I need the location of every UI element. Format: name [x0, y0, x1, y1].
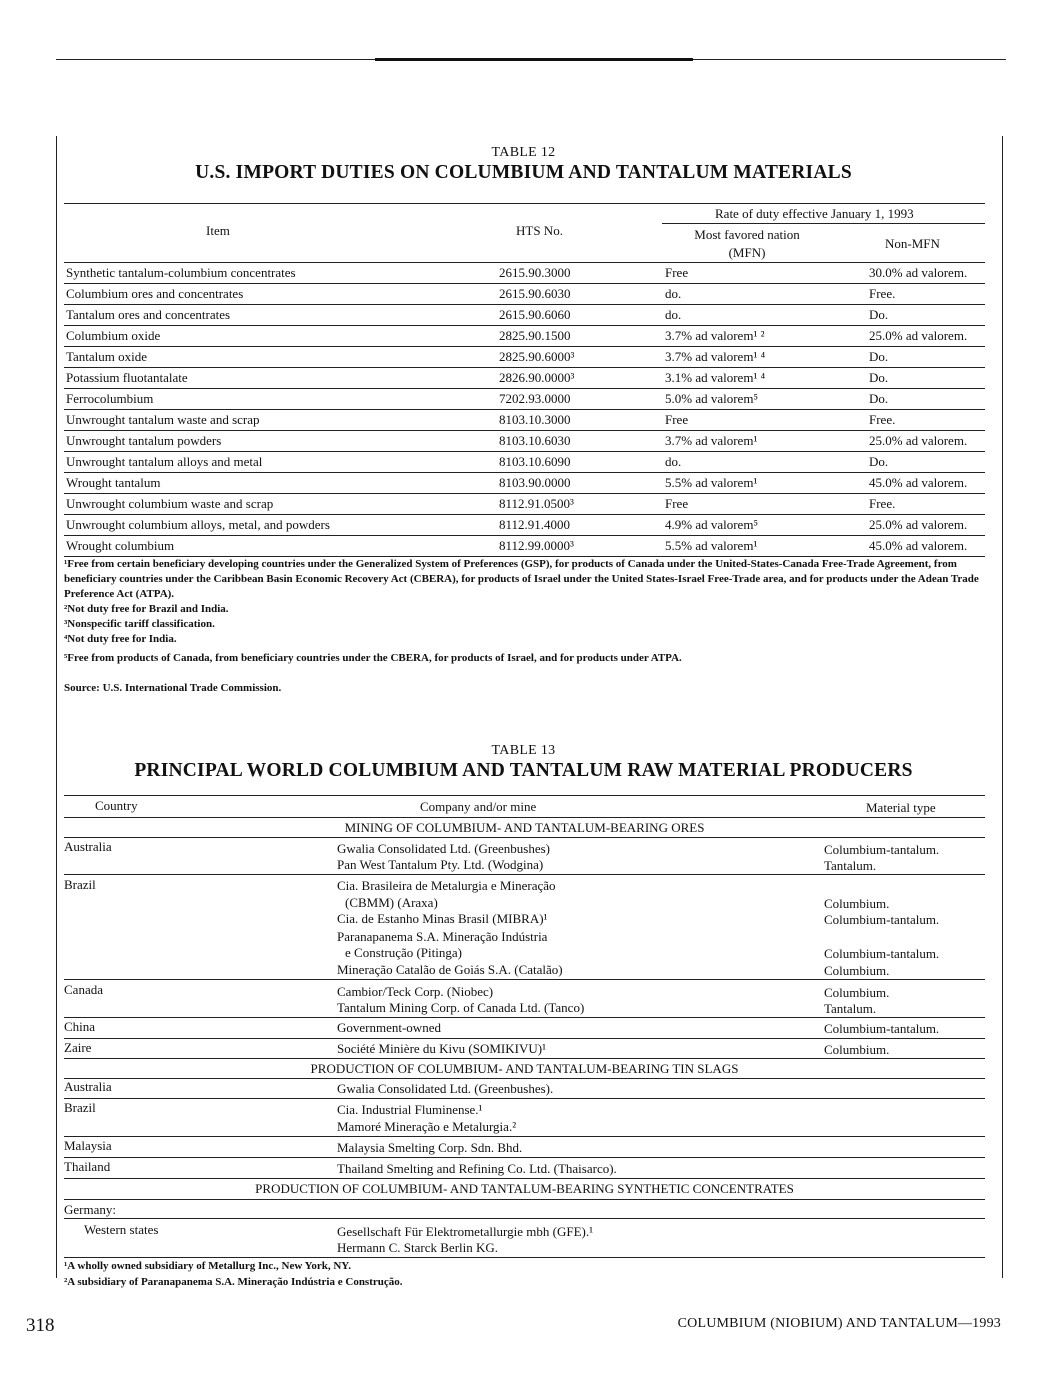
table13-header-material: Material type [866, 800, 936, 815]
row-rule [64, 1218, 985, 1219]
mfn-cell: 3.7% ad valorem¹ ² [665, 328, 765, 343]
table12-number: TABLE 12 [491, 145, 556, 160]
mfn-cell: 5.0% ad valorem⁵ [665, 391, 758, 406]
non-mfn-cell: Do. [869, 370, 889, 385]
table12-source: Source: U.S. International Trade Commission. [64, 682, 282, 694]
table-row [64, 430, 985, 452]
item-cell: Ferrocolumbium [66, 391, 154, 406]
material-cell: Columbium. [824, 985, 890, 1000]
material-cell: Tantalum. [824, 1001, 877, 1016]
hts-cell: 8103.10.3000 [499, 412, 571, 427]
table12-header-mfn-abbr: (MFN) [728, 245, 766, 260]
table12-rate-underline [662, 223, 985, 224]
table-row [64, 535, 985, 557]
mfn-cell: Free [665, 412, 689, 427]
row-rule [64, 1136, 985, 1137]
table-row [64, 409, 985, 431]
section-rule [64, 1078, 985, 1079]
country-canada: Canada [64, 982, 103, 997]
non-mfn-cell: 25.0% ad valorem. [869, 328, 968, 343]
company-gfe: Gesellschaft Für Elektrometallurgie mbh (GFE).¹ [337, 1224, 594, 1239]
mfn-cell: 5.5% ad valorem¹ [665, 538, 758, 553]
hts-cell: 2615.90.6060 [499, 307, 571, 322]
table-row [64, 283, 985, 305]
non-mfn-cell: 45.0% ad valorem. [869, 475, 968, 490]
company-fluminense: Cia. Industrial Fluminense.¹ [337, 1102, 483, 1117]
company-catalao: Mineração Catalão de Goiás S.A. (Catalão) [337, 962, 563, 977]
item-cell: Potassium fluotantalate [66, 370, 188, 385]
company-starck: Hermann C. Starck Berlin KG. [337, 1240, 499, 1255]
country-zaire: Zaire [64, 1040, 92, 1055]
page-number: 318 [26, 1315, 55, 1336]
non-mfn-cell: Do. [869, 349, 889, 364]
item-cell: Unwrought tantalum alloys and metal [66, 454, 263, 469]
item-cell: Columbium ores and concentrates [66, 286, 244, 301]
material-cell: Columbium. [824, 896, 890, 911]
table13-header-country: Country [95, 798, 138, 813]
non-mfn-cell: Do. [869, 391, 889, 406]
table12-footnote-4: ⁴Not duty free for India. [64, 633, 177, 645]
company-government: Government-owned [337, 1020, 441, 1035]
table13-footnote-1: ¹A wholly owned subsidiary of Metallurg Inc., New York, NY. [64, 1260, 351, 1272]
table13-bottom-rule [64, 1257, 985, 1258]
mfn-cell: Free [665, 496, 689, 511]
table12-footnote-2: ²Not duty free for Brazil and India. [64, 603, 229, 615]
item-cell: Unwrought columbium alloys, metal, and powders [66, 517, 330, 532]
section-slags-heading: PRODUCTION OF COLUMBIUM- AND TANTALUM-BEARING TIN SLAGS [310, 1061, 739, 1076]
table-row [64, 388, 985, 410]
item-cell: Unwrought columbium waste and scrap [66, 496, 274, 511]
table12-top-rule [64, 203, 985, 204]
row-rule [64, 1058, 985, 1059]
table12-footnote-1: ¹Free from certain beneficiary developing countries under the Generalized System of Preferences (GSP), for products of Canada under the United-States-Canada Free-Trade Agreement, from beneficiary countries under the Caribbean Basin Economic Recovery Act (CBERA), for products of Israel under the United States-Israel Free-Trade area, and for products under the Adean Trade Preference Act (ATPA). [64, 558, 979, 600]
table13-title: PRINCIPAL WORLD COLUMBIUM AND TANTALUM RAW MATERIAL PRODUCERS [134, 760, 913, 781]
company-mamore: Mamoré Mineração e Metalurgia.² [337, 1119, 517, 1134]
non-mfn-cell: Free. [869, 496, 896, 511]
table-row [64, 325, 985, 347]
non-mfn-cell: 45.0% ad valorem. [869, 538, 968, 553]
mfn-cell: do. [665, 307, 682, 322]
mfn-cell: do. [665, 286, 682, 301]
table-row [64, 367, 985, 389]
table-row [64, 514, 985, 536]
table-row [64, 262, 985, 284]
hts-cell: 8103.10.6090 [499, 454, 571, 469]
table-row [64, 451, 985, 473]
non-mfn-cell: 25.0% ad valorem. [869, 433, 968, 448]
material-cell: Columbium-tantalum. [824, 1021, 940, 1036]
mfn-cell: Free [665, 265, 689, 280]
material-cell: Columbium. [824, 963, 890, 978]
company-paranapanema: Paranapanema S.A. Mineração Indústria [337, 929, 548, 944]
non-mfn-cell: 25.0% ad valorem. [869, 517, 968, 532]
table12-header-rate: Rate of duty effective January 1, 1993 [715, 206, 914, 221]
row-rule [64, 1017, 985, 1018]
company-thaisarco: Thailand Smelting and Refining Co. Ltd. (Thaisarco). [337, 1161, 617, 1176]
hts-cell: 8103.90.0000 [499, 475, 571, 490]
hts-cell: 2826.90.0000³ [499, 370, 575, 385]
country-brazil-slags: Brazil [64, 1100, 96, 1115]
table13-top-rule [64, 795, 985, 796]
table13-footnote-2: ²A subsidiary of Paranapanema S.A. Mineração Indústria e Construção. [64, 1276, 403, 1288]
table13-header-rule [64, 817, 985, 818]
non-mfn-cell: 30.0% ad valorem. [869, 265, 968, 280]
hts-cell: 2615.90.6030 [499, 286, 571, 301]
country-malaysia: Malaysia [64, 1138, 112, 1153]
country-thailand: Thailand [64, 1159, 111, 1174]
hts-cell: 2825.90.6000³ [499, 349, 575, 364]
row-rule [64, 979, 985, 980]
region-western-states: Western states [84, 1222, 159, 1237]
hts-cell: 8112.99.0000³ [499, 538, 574, 553]
country-china: China [64, 1019, 96, 1034]
material-cell: Columbium. [824, 1042, 890, 1057]
mfn-cell: 5.5% ad valorem¹ [665, 475, 758, 490]
company-msc: Malaysia Smelting Corp. Sdn. Bhd. [337, 1140, 523, 1155]
material-cell: Tantalum. [824, 858, 877, 873]
material-cell: Columbium-tantalum. [824, 946, 940, 961]
section-mining-heading: MINING OF COLUMBIUM- AND TANTALUM-BEARING ORES [344, 820, 705, 835]
item-cell: Tantalum oxide [66, 349, 148, 364]
company-cbmm-cont: (CBMM) (Araxa) [345, 895, 438, 910]
item-cell: Unwrought tantalum waste and scrap [66, 412, 260, 427]
row-rule [64, 1038, 985, 1039]
running-head: COLUMBIUM (NIOBIUM) AND TANTALUM—1993 [677, 1316, 1001, 1331]
table12-header-item: Item [206, 223, 230, 238]
item-cell: Wrought columbium [66, 538, 175, 553]
material-cell: Columbium-tantalum. [824, 912, 940, 927]
table12-header-non-mfn: Non-MFN [885, 236, 940, 251]
item-cell: Unwrought tantalum powders [66, 433, 222, 448]
row-rule [64, 1178, 985, 1179]
table13-number: TABLE 13 [491, 743, 556, 758]
material-cell: Columbium-tantalum. [824, 842, 940, 857]
company-tanco: Tantalum Mining Corp. of Canada Ltd. (Tanco) [337, 1000, 585, 1015]
table12-header-mfn: Most favored nation [694, 227, 800, 242]
right-margin-rule [1002, 136, 1003, 1278]
company-somikivu: Société Minière du Kivu (SOMIKIVU)¹ [337, 1041, 546, 1056]
mfn-cell: 3.1% ad valorem¹ ⁴ [665, 370, 766, 385]
left-margin-rule [56, 136, 57, 1278]
table12-footnote-5: ⁵Free from products of Canada, from beneficiary countries under the CBERA, for products of Israel, and for products under ATPA. [64, 652, 682, 664]
company-mibra: Cia. de Estanho Minas Brasil (MIBRA)¹ [337, 911, 548, 926]
row-rule [64, 1157, 985, 1158]
section-rule [64, 837, 985, 838]
mfn-cell: do. [665, 454, 682, 469]
non-mfn-cell: Do. [869, 454, 889, 469]
company-panwest: Pan West Tantalum Pty. Ltd. (Wodgina) [337, 857, 544, 872]
section-rule [64, 1199, 985, 1200]
company-paranapanema-cont: e Construção (Pitinga) [345, 945, 462, 960]
mfn-cell: 3.7% ad valorem¹ [665, 433, 758, 448]
non-mfn-cell: Free. [869, 412, 896, 427]
company-gwalia-slags: Gwalia Consolidated Ltd. (Greenbushes). [337, 1081, 554, 1096]
mfn-cell: 4.9% ad valorem⁵ [665, 517, 758, 532]
company-cbmm: Cia. Brasileira de Metalurgia e Mineração [337, 878, 556, 893]
item-cell: Wrought tantalum [66, 475, 161, 490]
table12-header-hts: HTS No. [516, 223, 563, 238]
table12-title: U.S. IMPORT DUTIES ON COLUMBIUM AND TANTALUM MATERIALS [195, 162, 852, 183]
country-australia-slags: Australia [64, 1079, 112, 1094]
hts-cell: 8112.91.0500³ [499, 496, 574, 511]
row-rule [64, 1098, 985, 1099]
item-cell: Synthetic tantalum-columbium concentrates [66, 265, 296, 280]
non-mfn-cell: Do. [869, 307, 889, 322]
country-germany: Germany: [64, 1202, 116, 1217]
hts-cell: 8103.10.6030 [499, 433, 571, 448]
non-mfn-cell: Free. [869, 286, 896, 301]
table12-footnote-3: ³Nonspecific tariff classification. [64, 618, 215, 630]
country-australia: Australia [64, 839, 112, 854]
section-synthetic-heading: PRODUCTION OF COLUMBIUM- AND TANTALUM-BEARING SYNTHETIC CONCENTRATES [255, 1181, 794, 1196]
table-row [64, 493, 985, 515]
hts-cell: 2825.90.1500 [499, 328, 571, 343]
hts-cell: 8112.91.4000 [499, 517, 571, 532]
company-cambior: Cambior/Teck Corp. (Niobec) [337, 984, 494, 999]
company-gwalia: Gwalia Consolidated Ltd. (Greenbushes) [337, 841, 551, 856]
row-rule [64, 874, 985, 875]
table13-header-company: Company and/or mine [420, 799, 537, 814]
hts-cell: 7202.93.0000 [499, 391, 571, 406]
table-row [64, 304, 985, 326]
hts-cell: 2615.90.3000 [499, 265, 571, 280]
country-brazil: Brazil [64, 877, 96, 892]
item-cell: Columbium oxide [66, 328, 161, 343]
mfn-cell: 3.7% ad valorem¹ ⁴ [665, 349, 766, 364]
item-cell: Tantalum ores and concentrates [66, 307, 231, 322]
table-row [64, 346, 985, 368]
top-rule-accent [375, 58, 693, 61]
table-row [64, 472, 985, 494]
